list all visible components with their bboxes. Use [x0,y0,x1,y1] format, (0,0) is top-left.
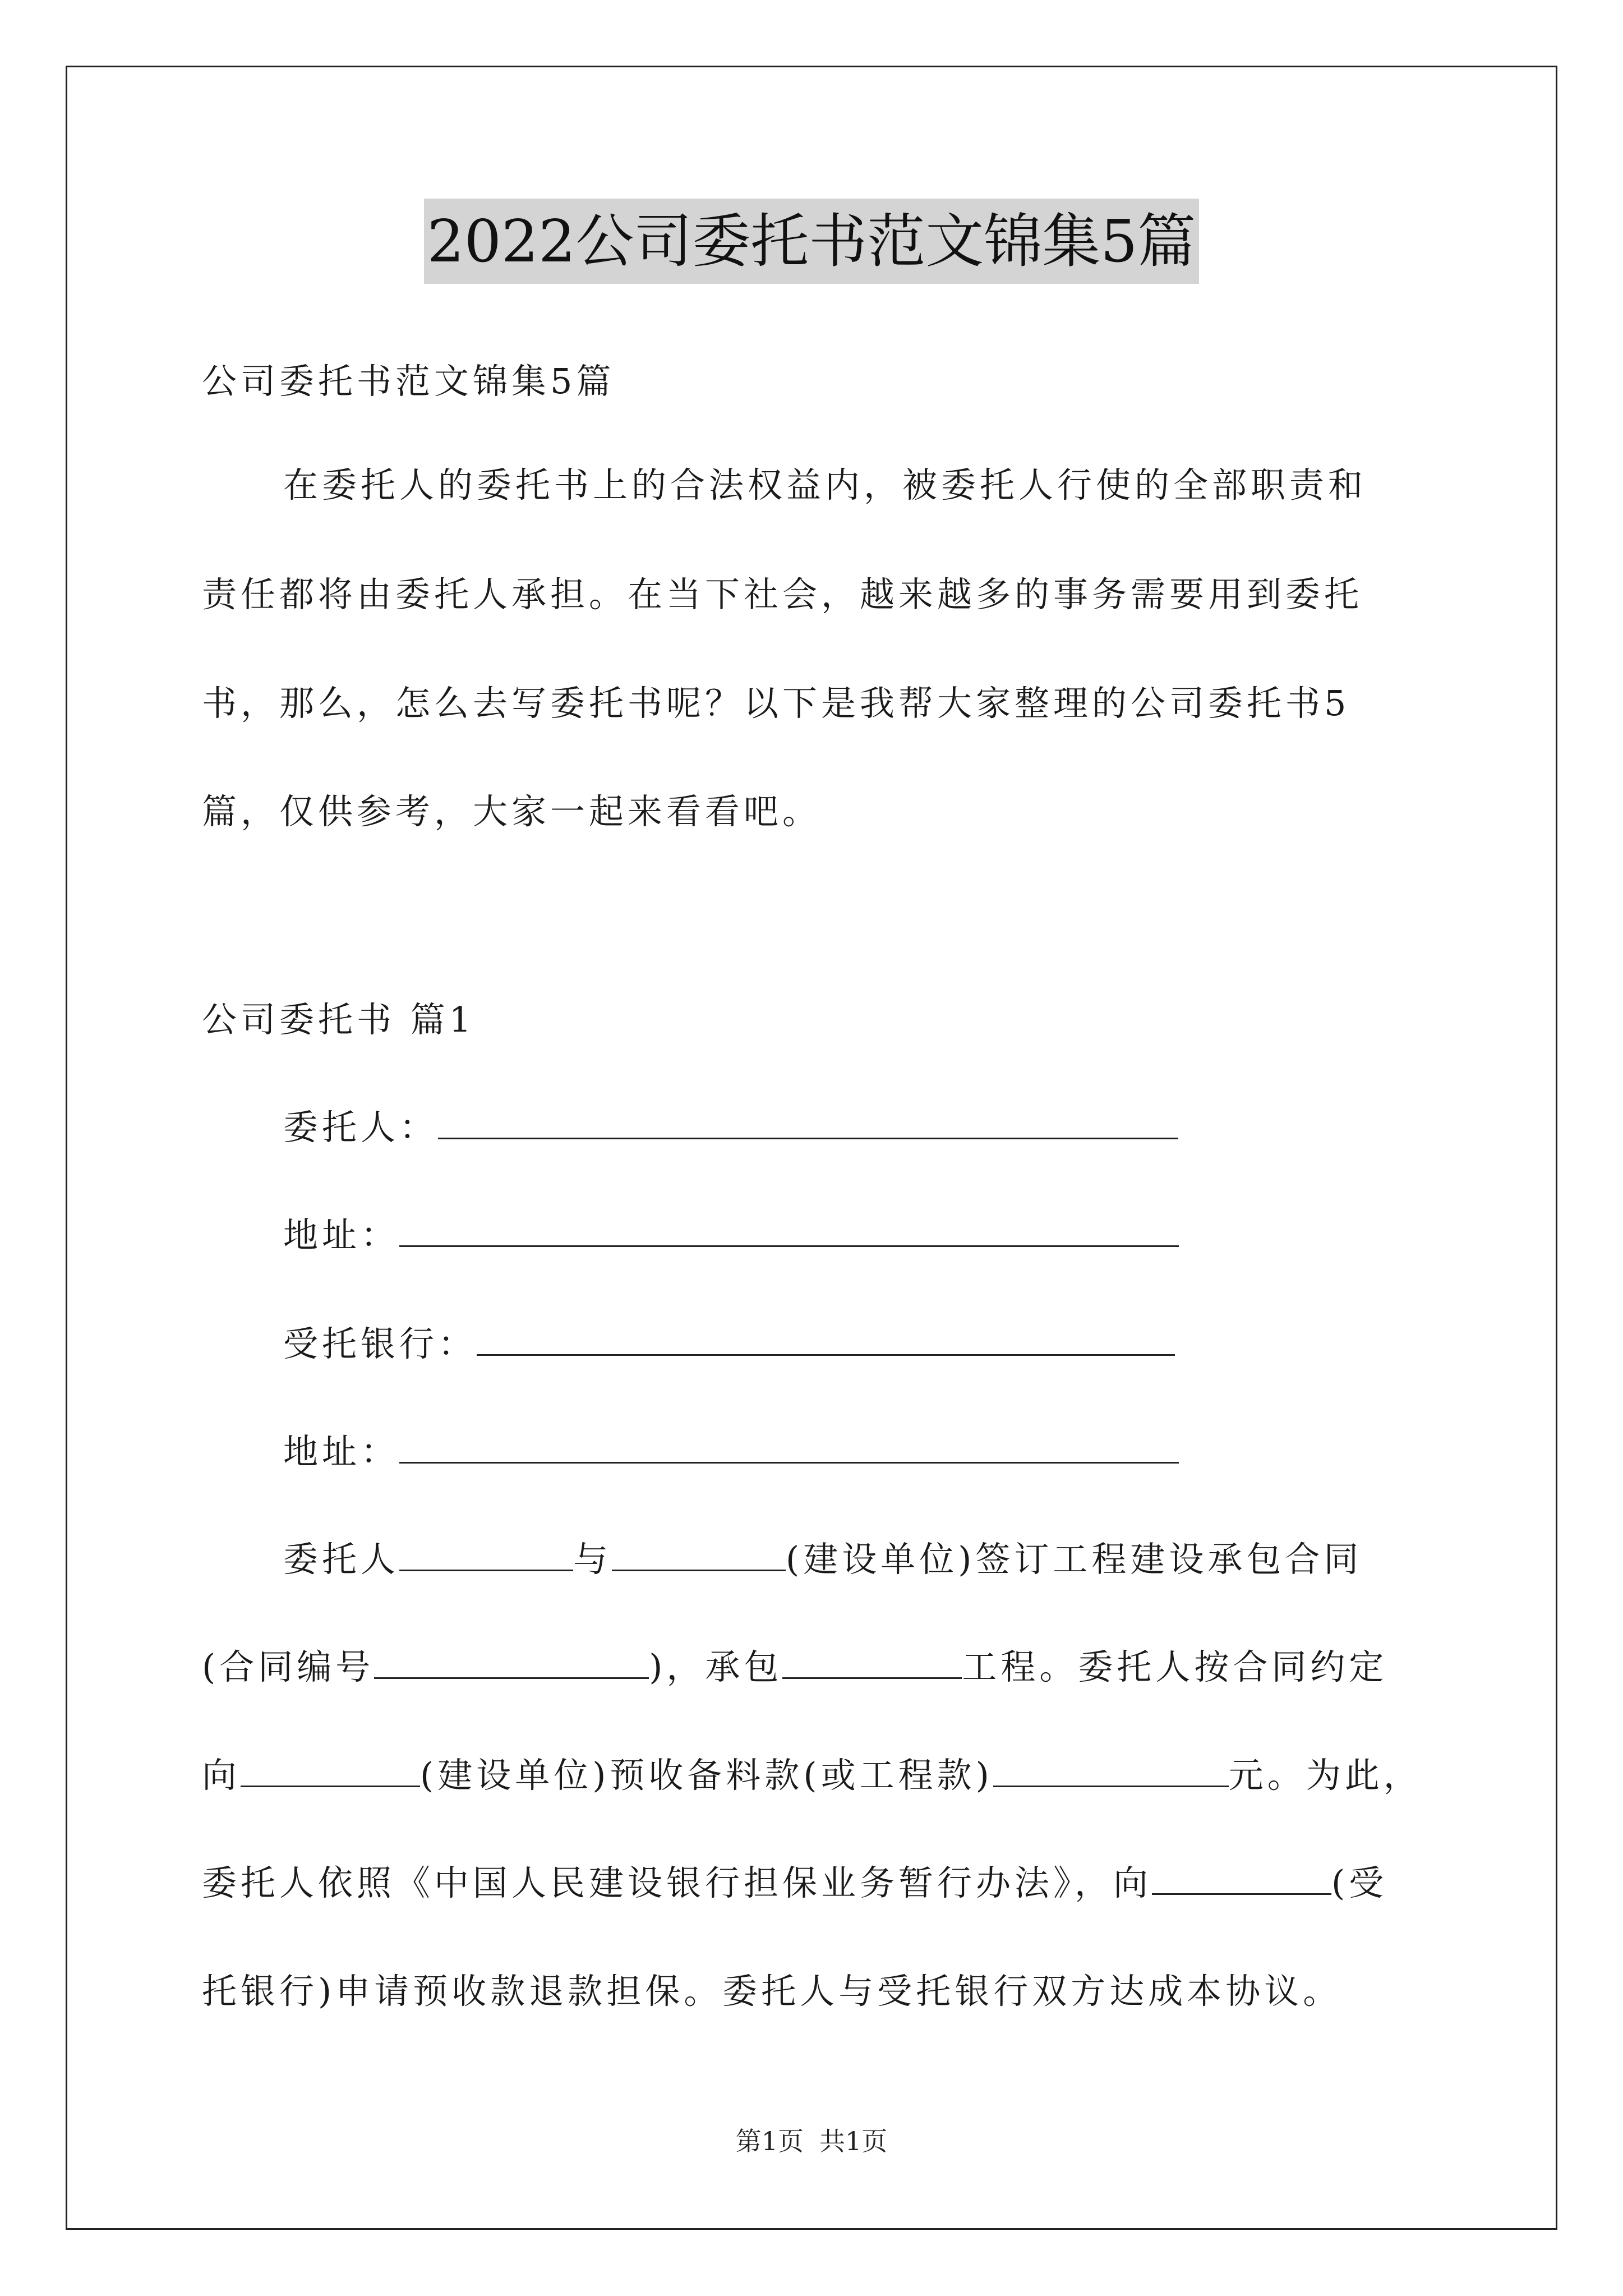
bank-blank [477,1322,1175,1356]
bank-field-row [283,1322,1424,1366]
section-heading: 公司委托书 篇1 [202,999,476,1040]
intro-line-4: 篇，仅供参考，大家一起来看看吧。 [202,791,822,832]
body-text: (建设单位)预收备料款(或工程款) [420,1755,993,1796]
body-text: (建设单位)签订工程建设承包合同 [786,1539,1363,1580]
body-text: 与 [573,1539,612,1580]
document-title: 2022公司委托书范文锦集5篇 [424,199,1200,284]
page-number: 第1页 [735,2126,804,2156]
blank [374,1645,649,1679]
address2-field-row [283,1429,1424,1474]
blank [782,1645,962,1679]
client-blank [438,1105,1178,1139]
body-line-4 [202,1861,1424,1906]
intro-line-3: 书，那么，怎么去写委托书呢？以下是我帮大家整理的公司委托书5 [202,683,1350,724]
body-text: )，承包 [649,1646,783,1687]
body-text: 向 [202,1755,241,1796]
body-text: 委托人 [283,1539,400,1580]
address2-label: 地址： [283,1431,400,1472]
body-line-1 [283,1537,1424,1582]
client-field-row [283,1105,1424,1150]
address1-blank [399,1213,1179,1247]
blank [241,1753,420,1787]
address1-label: 地址： [283,1214,400,1255]
body-text: (受 [1331,1862,1388,1903]
blank [993,1753,1229,1787]
blank [399,1537,573,1571]
intro-line-1: 在委托人的委托书上的合法权益内，被委托人行使的全部职责和 [283,464,1367,505]
bank-label: 受托银行： [283,1323,477,1364]
intro-line-2: 责任都将由委托人承担。在当下社会，越来越多的事务需要用到委托 [202,574,1363,615]
title-container [0,199,1623,284]
body-line-3 [202,1753,1424,1798]
blank [1152,1861,1331,1895]
body-text: (合同编号 [202,1646,375,1687]
page-footer [0,2124,1623,2158]
body-text: 工程。委托人按合同约定 [962,1646,1388,1687]
body-line-2 [202,1645,1424,1690]
body-text: 委托人依照《中国人民建设银行担保业务暂行办法》，向 [202,1862,1152,1903]
address1-field-row [283,1213,1424,1258]
document-subtitle: 公司委托书范文锦集5篇 [202,361,615,402]
blank [612,1537,786,1571]
address2-blank [399,1429,1179,1464]
body-line-5: 托银行)申请预收款退款担保。委托人与受托银行双方达成本协议。 [202,1971,1342,2012]
client-label: 委托人： [283,1107,439,1148]
body-text: 元。为此， [1228,1755,1422,1796]
page-total: 共1页 [819,2126,888,2156]
